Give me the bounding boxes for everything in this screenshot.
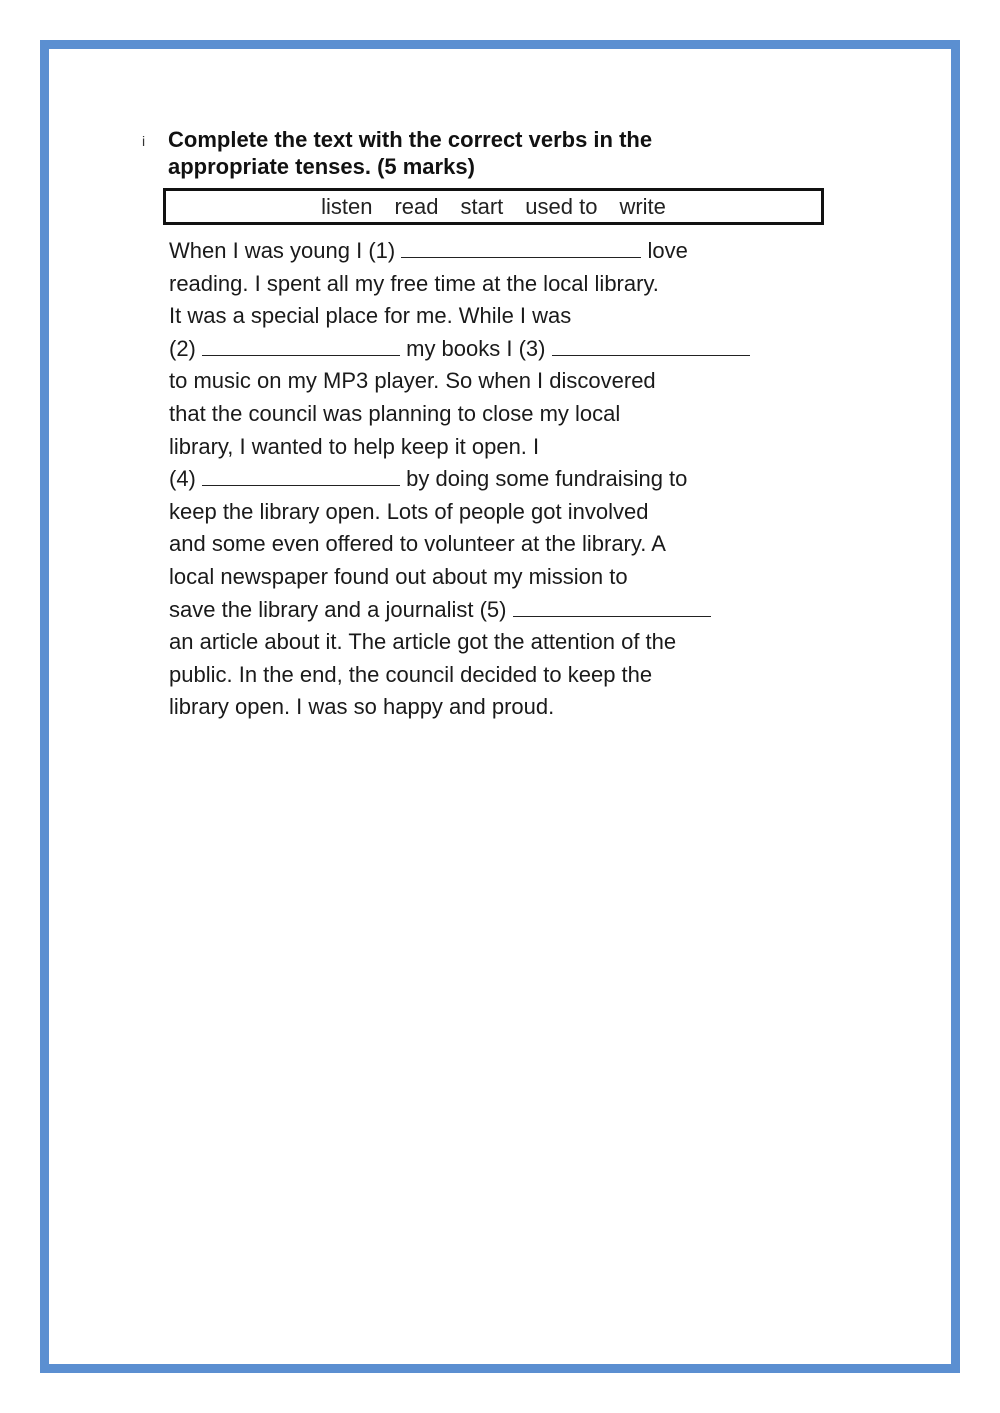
passage-text [169, 235, 829, 724]
passage-segment: (2) [169, 335, 202, 361]
passage-line: public. In the end, the council decided to keep the [169, 661, 653, 687]
passage-line: that the council was planning to close my local [169, 400, 621, 426]
exercise-marker: i [142, 133, 146, 149]
blank-2[interactable] [202, 335, 400, 356]
passage-segment: When I was young I (1) [169, 238, 402, 263]
instruction-line-2: appropriate tenses. (5 marks) [168, 154, 475, 179]
passage-segment: (4) [169, 466, 202, 492]
passage-segment: by doing some fundraising to [400, 466, 688, 492]
passage-line: library, I wanted to help keep it open. I [169, 433, 540, 459]
passage-line: to music on my MP3 player. So when I discovered [169, 368, 656, 394]
exercise-instruction [168, 126, 818, 180]
passage-segment: love [641, 238, 688, 263]
blank-4[interactable] [202, 465, 400, 486]
passage-line: and some even offered to volunteer at the library. A [169, 531, 666, 557]
word-bank-item: used to [525, 193, 598, 219]
passage-line [169, 235, 829, 268]
passage-line [169, 594, 829, 627]
blank-3[interactable] [552, 335, 750, 356]
passage-segment: save the library and a journalist (5) [169, 596, 513, 622]
passage-segment: my books I (3) [400, 335, 552, 361]
passage-line: keep the library open. Lots of people got involved [169, 498, 649, 524]
passage-line [169, 463, 829, 496]
word-bank-item: write [619, 193, 666, 219]
passage-line [169, 333, 829, 366]
passage-line: reading. I spent all my free time at the local library. [169, 270, 659, 296]
word-bank-item: listen [321, 193, 373, 219]
word-bank-item: read [394, 193, 439, 219]
blank-1[interactable] [401, 237, 641, 258]
blank-5[interactable] [513, 596, 711, 617]
word-bank-item: start [460, 193, 504, 219]
passage-line: It was a special place for me. While I was [169, 303, 572, 329]
instruction-line-1: Complete the text with the correct verbs in the [168, 127, 653, 152]
passage-line: local newspaper found out about my mission to [169, 563, 628, 589]
passage-line: library open. I was so happy and proud. [169, 694, 555, 720]
word-bank [163, 188, 824, 225]
passage-line: an article about it. The article got the attention of the [169, 629, 677, 655]
